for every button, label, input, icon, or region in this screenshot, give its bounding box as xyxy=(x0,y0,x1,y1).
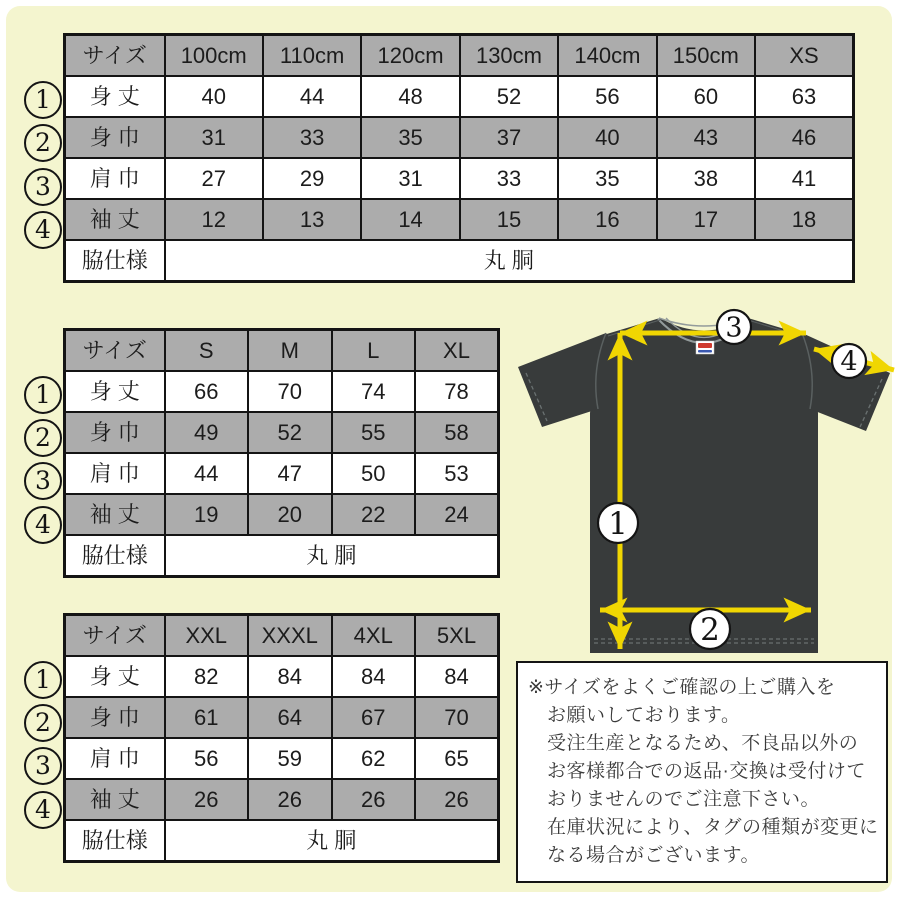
shirt-callout-1: 1 xyxy=(608,506,628,543)
tshirt-measurement-figure xyxy=(500,303,900,665)
row-label-body-width: 身 巾 xyxy=(65,117,165,158)
size-col-header: XS xyxy=(755,35,853,77)
size-col-header: 110cm xyxy=(263,35,361,77)
neck-brand-tag xyxy=(696,341,714,354)
callout-2: 2 xyxy=(24,704,62,742)
value-cell: 70 xyxy=(248,371,332,412)
value-cell: 16 xyxy=(558,199,656,240)
value-cell: 41 xyxy=(755,158,853,199)
value-cell: 58 xyxy=(415,412,499,453)
value-cell: 24 xyxy=(415,494,499,535)
callout-2: 2 xyxy=(24,419,62,457)
row-label-body-length: 身 丈 xyxy=(65,76,165,117)
row-label-body-width: 身 巾 xyxy=(65,412,165,453)
value-cell: 52 xyxy=(248,412,332,453)
value-cell: 35 xyxy=(361,117,459,158)
shirt-callout-3: 3 xyxy=(725,312,743,344)
row-label-shoulder-width: 肩 巾 xyxy=(65,738,165,779)
value-cell: 22 xyxy=(332,494,416,535)
notice-line: 受注生産となるため、不良品以外の xyxy=(547,733,859,754)
row-label-body-length: 身 丈 xyxy=(65,371,165,412)
notice-line: なる場合がございます。 xyxy=(547,845,760,866)
value-cell: 56 xyxy=(165,738,249,779)
shirt-callout-2: 2 xyxy=(700,612,720,649)
value-cell: 48 xyxy=(361,76,459,117)
size-header-cell: サイズ xyxy=(65,615,165,657)
value-cell: 64 xyxy=(248,697,332,738)
notice-line: 在庫状況により、タグの種類が変更に xyxy=(547,817,879,838)
purchase-notice-box xyxy=(516,661,888,883)
notice-line: ※サイズをよくご確認の上ご購入を xyxy=(528,677,836,698)
callout-1: 1 xyxy=(24,81,62,119)
callout-1: 1 xyxy=(24,661,62,699)
side-spec-value: 丸 胴 xyxy=(165,240,854,282)
value-cell: 15 xyxy=(460,199,558,240)
value-cell: 84 xyxy=(415,656,499,697)
value-cell: 26 xyxy=(248,779,332,820)
notice-line: お客様都合での返品·交換は受付けて xyxy=(547,761,866,782)
value-cell: 31 xyxy=(361,158,459,199)
callout-3: 3 xyxy=(24,168,62,206)
value-cell: 74 xyxy=(332,371,416,412)
row-label-sleeve-length: 袖 丈 xyxy=(65,779,165,820)
callout-2: 2 xyxy=(24,124,62,162)
size-col-header: 4XL xyxy=(332,615,416,657)
value-cell: 53 xyxy=(415,453,499,494)
size-col-header: 150cm xyxy=(657,35,755,77)
value-cell: 43 xyxy=(657,117,755,158)
value-cell: 67 xyxy=(332,697,416,738)
value-cell: 13 xyxy=(263,199,361,240)
row-label-body-width: 身 巾 xyxy=(65,697,165,738)
value-cell: 14 xyxy=(361,199,459,240)
size-col-header: 130cm xyxy=(460,35,558,77)
notice-line: おりませんのでご注意下さい。 xyxy=(547,789,821,810)
value-cell: 66 xyxy=(165,371,249,412)
value-cell: 50 xyxy=(332,453,416,494)
value-cell: 52 xyxy=(460,76,558,117)
size-header-cell: サイズ xyxy=(65,330,165,372)
value-cell: 62 xyxy=(332,738,416,779)
size-col-header: XXL xyxy=(165,615,249,657)
value-cell: 29 xyxy=(263,158,361,199)
size-table-big xyxy=(63,613,500,863)
size-table-adult xyxy=(63,328,500,578)
side-spec-value: 丸 胴 xyxy=(165,820,499,862)
size-col-header: XXXL xyxy=(248,615,332,657)
value-cell: 59 xyxy=(248,738,332,779)
value-cell: 63 xyxy=(755,76,853,117)
shirt-callout-4: 4 xyxy=(840,346,858,378)
value-cell: 46 xyxy=(755,117,853,158)
value-cell: 37 xyxy=(460,117,558,158)
size-col-header: 140cm xyxy=(558,35,656,77)
value-cell: 44 xyxy=(263,76,361,117)
size-table-kids xyxy=(63,33,855,283)
value-cell: 20 xyxy=(248,494,332,535)
size-col-header: 120cm xyxy=(361,35,459,77)
callout-4: 4 xyxy=(24,791,62,829)
value-cell: 55 xyxy=(332,412,416,453)
row-label-side-spec: 脇仕様 xyxy=(65,535,165,577)
row-label-shoulder-width: 肩 巾 xyxy=(65,158,165,199)
size-col-header: S xyxy=(165,330,249,372)
value-cell: 44 xyxy=(165,453,249,494)
value-cell: 33 xyxy=(263,117,361,158)
size-col-header: 5XL xyxy=(415,615,499,657)
notice-line: お願いしております。 xyxy=(547,705,741,726)
size-col-header: L xyxy=(332,330,416,372)
value-cell: 19 xyxy=(165,494,249,535)
callout-3: 3 xyxy=(24,747,62,785)
callout-4: 4 xyxy=(24,506,62,544)
value-cell: 47 xyxy=(248,453,332,494)
value-cell: 12 xyxy=(165,199,263,240)
value-cell: 38 xyxy=(657,158,755,199)
value-cell: 33 xyxy=(460,158,558,199)
side-spec-value: 丸 胴 xyxy=(165,535,499,577)
value-cell: 82 xyxy=(165,656,249,697)
value-cell: 78 xyxy=(415,371,499,412)
size-header-cell: サイズ xyxy=(65,35,165,77)
callout-3: 3 xyxy=(24,462,62,500)
size-col-header: M xyxy=(248,330,332,372)
row-label-side-spec: 脇仕様 xyxy=(65,240,165,282)
value-cell: 40 xyxy=(165,76,263,117)
row-label-shoulder-width: 肩 巾 xyxy=(65,453,165,494)
row-label-body-length: 身 丈 xyxy=(65,656,165,697)
callout-1: 1 xyxy=(24,376,62,414)
callout-4: 4 xyxy=(24,211,62,249)
row-label-sleeve-length: 袖 丈 xyxy=(65,199,165,240)
value-cell: 26 xyxy=(165,779,249,820)
value-cell: 70 xyxy=(415,697,499,738)
value-cell: 18 xyxy=(755,199,853,240)
value-cell: 27 xyxy=(165,158,263,199)
value-cell: 26 xyxy=(415,779,499,820)
value-cell: 84 xyxy=(248,656,332,697)
size-col-header: XL xyxy=(415,330,499,372)
size-col-header: 100cm xyxy=(165,35,263,77)
value-cell: 17 xyxy=(657,199,755,240)
value-cell: 84 xyxy=(332,656,416,697)
value-cell: 40 xyxy=(558,117,656,158)
value-cell: 35 xyxy=(558,158,656,199)
value-cell: 60 xyxy=(657,76,755,117)
value-cell: 56 xyxy=(558,76,656,117)
value-cell: 31 xyxy=(165,117,263,158)
row-label-side-spec: 脇仕様 xyxy=(65,820,165,862)
value-cell: 61 xyxy=(165,697,249,738)
row-label-sleeve-length: 袖 丈 xyxy=(65,494,165,535)
value-cell: 49 xyxy=(165,412,249,453)
value-cell: 26 xyxy=(332,779,416,820)
value-cell: 65 xyxy=(415,738,499,779)
